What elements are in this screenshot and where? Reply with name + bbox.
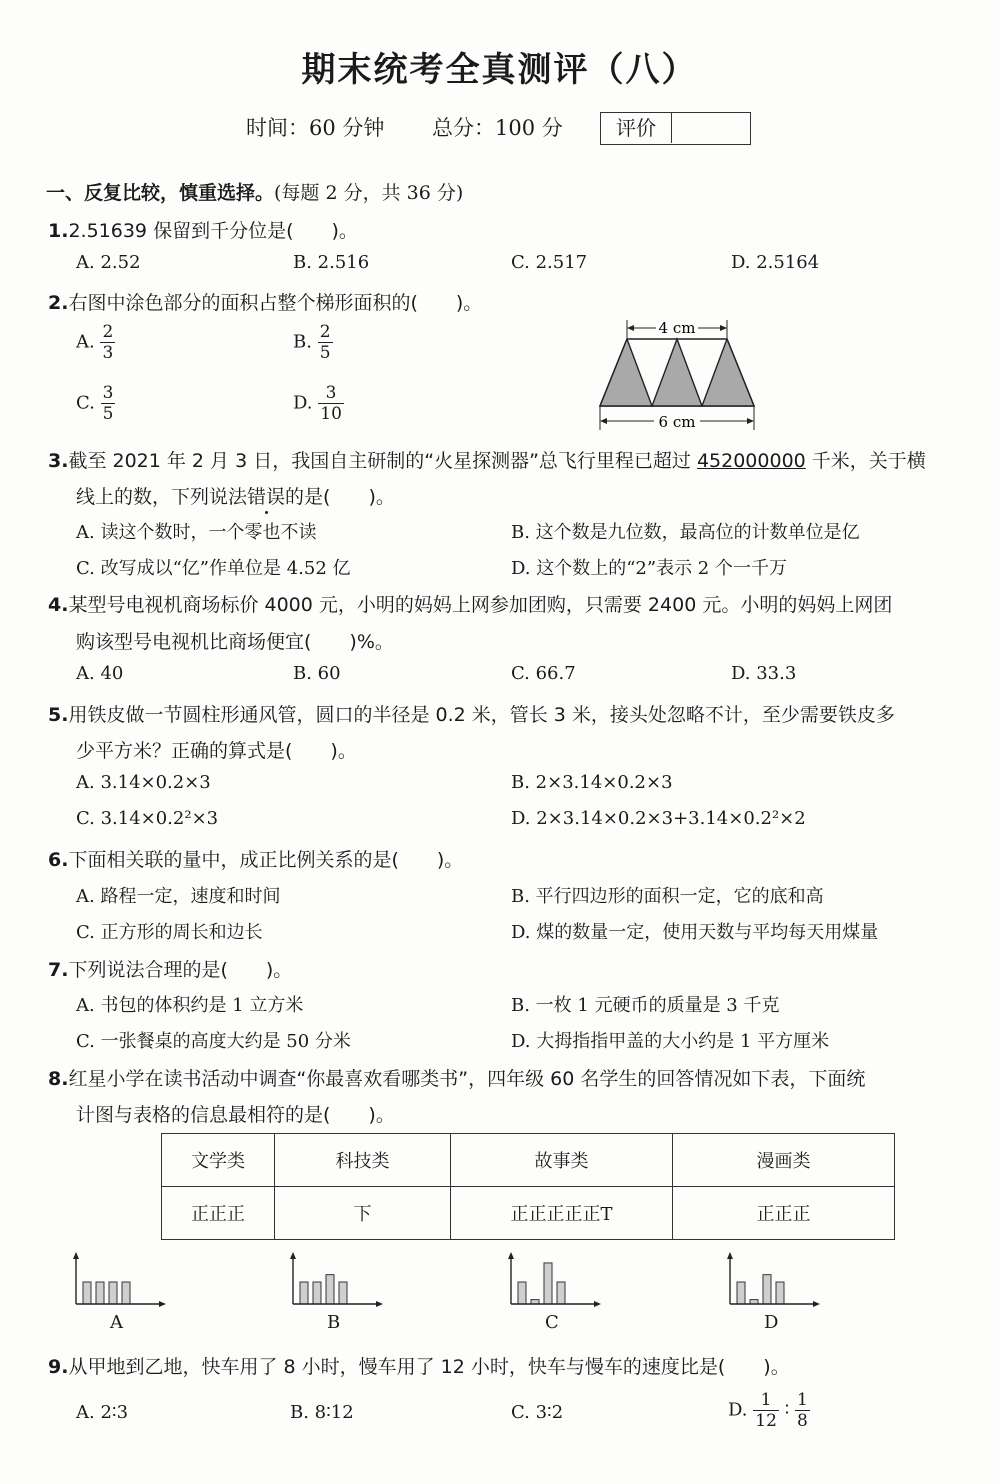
q6-option-d: D. 煤的数量一定，使用天数与平均每天用煤量 [511,922,879,943]
numerator: 3 [318,383,344,404]
ratio-separator: ∶ [784,1399,790,1421]
question-2 [48,288,482,315]
bar [300,1282,308,1304]
option-label: A. [76,331,95,353]
q9-option-c: C. 3∶2 [511,1402,564,1423]
question-text: 红星小学在读书活动中调查“你最喜欢看哪类书”，四年级 60 名学生的回答情况如下表，下面统 [68,1068,866,1090]
trapezoid-figure [594,314,764,432]
bar [122,1282,130,1304]
top-length-label: 4 cm [658,319,696,337]
question-4-line2: 购该型号电视机比商场便宜( )%。 [76,631,394,653]
question-text: 线上的数，下列说法 [76,486,248,508]
question-number: 3. [48,450,69,472]
table-header-cell: 文学类 [162,1134,275,1187]
exam-time: 时间：60 分钟 [246,116,385,140]
q7-option-d: D. 大拇指指甲盖的大小约是 1 平方厘米 [511,1031,830,1052]
chart-label-a: A [110,1312,123,1333]
q2-option-c [76,383,115,424]
table-cell: 正正正正正T [451,1187,673,1240]
fraction [318,322,333,363]
question-7 [48,955,292,982]
question-9 [48,1352,790,1379]
bar [326,1275,334,1304]
table-row [162,1187,895,1240]
question-text: 下列说法合理的是( )。 [68,959,293,981]
underlined-number: 452000000 [696,450,806,472]
table-header-cell: 漫画类 [673,1134,895,1187]
bar [313,1282,321,1304]
question-6 [48,845,463,872]
arrow-head [376,1301,383,1307]
q1-option-d: D. 2.5164 [731,252,820,273]
q5-option-d: D. 2×3.14×0.2×3+3.14×0.2²×2 [511,808,806,829]
q2-option-d [293,383,344,424]
page-title: 期末统考全真测评（八） [301,50,698,90]
arrow-head [73,1252,79,1259]
q7-option-c: C. 一张餐桌的高度大约是 50 分米 [76,1031,351,1052]
arrow-head [727,1252,733,1259]
q1-option-a: A. 2.52 [76,252,141,273]
fraction [318,383,344,424]
shaded-triangle-2 [652,339,702,406]
shaded-triangle-1 [600,339,652,406]
arrow-head [508,1252,514,1259]
bar [339,1282,347,1304]
table-cell: 正正正 [673,1187,895,1240]
arrow-head [720,325,727,331]
bottom-length-label: 6 cm [658,413,696,431]
denominator: 10 [320,404,342,424]
arrow-head [813,1301,820,1307]
q5-option-b: B. 2×3.14×0.2×3 [511,772,673,793]
q3-option-d: D. 这个数上的“2”表示 2 个一千万 [511,558,787,579]
q9-option-b: B. 8∶12 [290,1402,354,1423]
bar [776,1282,784,1304]
q3-option-a: A. 读这个数时，一个零也不读 [76,522,317,543]
question-number: 7. [48,959,69,981]
q9-option-a: A. 2∶3 [76,1402,129,1423]
question-8-line2: 计图与表格的信息最相符的是( )。 [76,1104,395,1126]
question-5-line2: 少平方米？正确的算式是( )。 [76,740,357,762]
denominator: 12 [755,1411,777,1431]
arrow-head [627,325,634,331]
arrow-head [747,418,754,424]
exam-total-score: 总分：100 分 [432,116,563,140]
q5-option-a: A. 3.14×0.2×3 [76,772,211,793]
q1-option-b: B. 2.516 [293,252,370,273]
section-note: (每题 2 分，共 36 分) [274,182,464,204]
table-header-cell: 科技类 [275,1134,451,1187]
question-text: 的是( )。 [285,486,395,508]
table-row [162,1134,895,1187]
fraction [100,322,115,363]
question-8 [48,1064,865,1091]
table-cell: 正正正 [162,1187,275,1240]
question-3 [48,446,926,473]
q9-option-d [728,1390,810,1431]
q2-option-a [76,322,115,363]
question-text: 右图中涂色部分的面积占整个梯形面积的( )。 [68,292,483,314]
q6-option-b: B. 平行四边形的面积一定，它的底和高 [511,886,824,907]
evaluation-box [600,112,751,145]
denominator: 5 [319,343,331,363]
chart-label-d: D [764,1312,779,1333]
section-heading [46,178,463,205]
fraction [753,1390,779,1431]
q6-option-c: C. 正方形的周长和边长 [76,922,263,943]
q3-option-c: C. 改写成以“亿”作单位是 4.52 亿 [76,558,351,579]
question-text: 千米，关于横 [805,450,926,472]
question-5 [48,700,895,727]
option-label: C. [76,392,95,414]
denominator: 3 [102,343,114,363]
chart-label-c: C [545,1312,559,1333]
q4-option-b: B. 60 [293,663,341,684]
option-label: B. [293,331,312,353]
section-title: 一、反复比较，慎重选择。 [46,182,275,204]
bar [518,1282,526,1304]
bar [544,1263,552,1304]
q7-option-b: B. 一枚 1 元硬币的质量是 3 千克 [511,995,780,1016]
fraction [795,1390,810,1431]
q1-option-c: C. 2.517 [511,252,588,273]
question-text: 从甲地到乙地，快车用了 8 小时，慢车用了 12 小时，快车与慢车的速度比是( )。 [68,1356,790,1378]
bar [83,1282,91,1304]
denominator: 8 [797,1411,808,1431]
question-text: 某型号电视机商场标价 4000 元，小明的妈妈上网参加团购，只需要 2400 元。小明的妈妈上网团 [68,594,893,616]
question-3-line2 [76,482,395,509]
bar [109,1282,117,1304]
q2-option-b [293,322,333,363]
question-text: 下面相关联的量中，成正比例关系的是( )。 [68,849,464,871]
option-label: D. [728,1399,748,1421]
emphasis-word: 错误 [247,486,286,508]
question-text: 截至 2021 年 2 月 3 日，我国自主研制的“火星探测器”总飞行里程已超过 [68,450,697,472]
arrow-head [159,1301,166,1307]
bar [763,1275,771,1304]
question-number: 4. [48,594,69,616]
arrow-head [290,1252,296,1259]
question-number: 6. [48,849,69,871]
q4-option-d: D. 33.3 [731,663,797,684]
evaluation-label: 评价 [601,113,672,143]
question-1 [48,216,358,243]
question-number: 2. [48,292,69,314]
q3-option-b: B. 这个数是九位数，最高位的计数单位是亿 [511,522,860,543]
question-text: 2.51639 保留到千分位是( )。 [68,220,358,242]
numerator: 3 [102,383,114,403]
question-number: 5. [48,704,69,726]
question-number: 8. [48,1068,69,1090]
numerator: 1 [797,1390,808,1410]
q4-option-a: A. 40 [76,663,124,684]
fraction [101,383,116,424]
numerator: 2 [319,322,331,342]
numerator: 2 [102,322,114,342]
table-header-cell: 故事类 [451,1134,673,1187]
bar [557,1282,565,1304]
q6-option-a: A. 路程一定，速度和时间 [76,886,281,907]
question-number: 9. [48,1356,69,1378]
question-number: 1. [48,220,69,242]
bar [737,1282,745,1304]
numerator: 1 [753,1390,779,1411]
question-4 [48,590,892,617]
shaded-triangle-3 [702,339,754,406]
option-label: D. [293,392,313,414]
arrow-head [600,418,607,424]
q5-option-c: C. 3.14×0.2²×3 [76,808,219,829]
q4-option-c: C. 66.7 [511,663,576,684]
question-text: 用铁皮做一节圆柱形通风管，圆口的半径是 0.2 米，管长 3 米，接头处忽略不计，至少需要铁皮多 [68,704,895,726]
table-cell: 下 [275,1187,451,1240]
bar [96,1282,104,1304]
tally-table [161,1133,895,1240]
chart-label-b: B [327,1312,341,1333]
arrow-head [594,1301,601,1307]
denominator: 5 [102,404,114,424]
q7-option-a: A. 书包的体积约是 1 立方米 [76,995,304,1016]
